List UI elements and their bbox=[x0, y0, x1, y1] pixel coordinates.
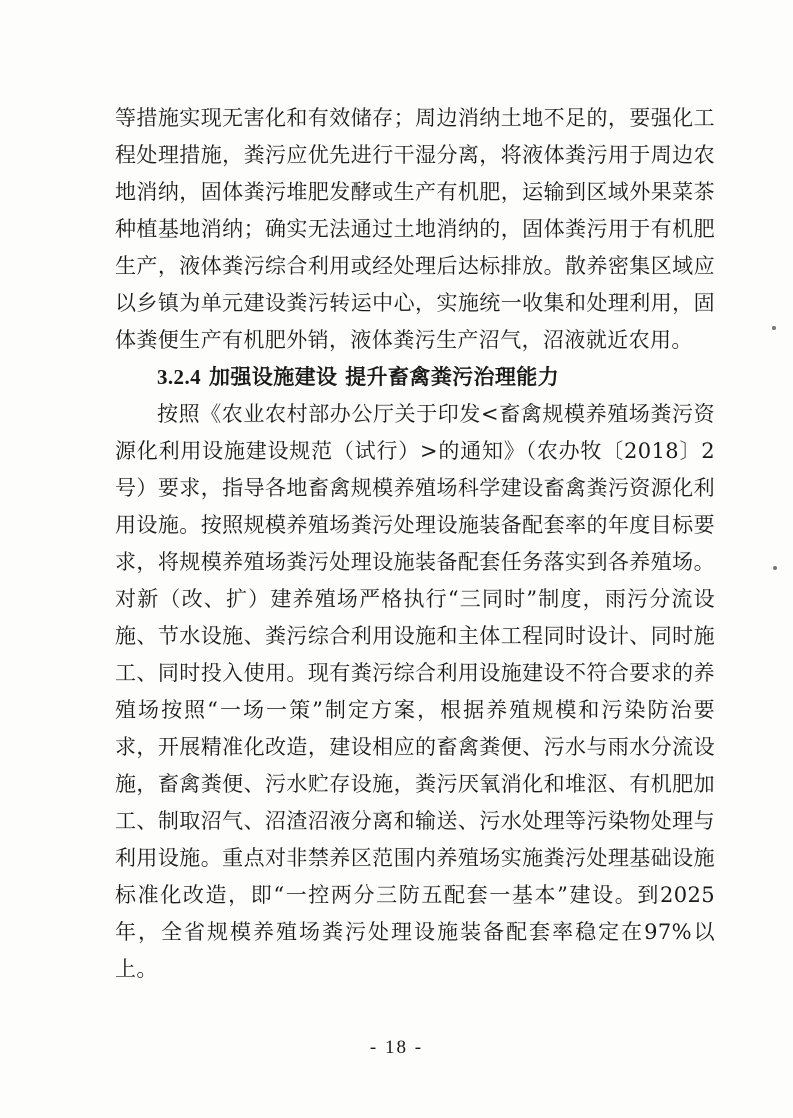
paragraph-body: 按照《农业农村部办公厅关于印发<畜禽规模养殖场粪污资源化利用设施建设规范（试行）>的通知》（农办牧〔2018〕2号）要求，指导各地畜禽规模养殖场科学建设畜禽粪污资源化利用设施。按照规模养殖场粪污处理设施装备配套率的年度目标要求，将规模养殖场粪污处理设施装备配套任务落实到各养殖场。对新（改、扩）建养殖场严格执行“三同时”制度，雨污分流设施、节水设施、粪污综合利用设施和主体工程同时设计、同时施工、同时投入使用。现有粪污综合利用设施建设不符合要求的养殖场按照“一场一策”制定方案，根据养殖规模和污染防治要求，开展精准化改造，建设相应的畜禽粪便、污水与雨水分流设施，畜禽粪便、污水贮存设施，粪污厌氧消化和堆沤、有机肥加工、制取沼气、沼渣沼液分离和输送、污水处理等污染物处理与利用设施。重点对非禁养区范围内养殖场实施粪污处理基础设施标准化改造，即“一控两分三防五配套一基本”建设。到2025年，全省规模养殖场粪污处理设施装备配套率稳定在97%以上。 bbox=[115, 402, 715, 981]
section-heading bbox=[115, 359, 715, 396]
page-number: - 18 - bbox=[369, 1037, 424, 1058]
section-number: 3.2.4 bbox=[157, 365, 201, 389]
page-content bbox=[115, 100, 715, 988]
scan-speck bbox=[772, 326, 776, 330]
scan-speck bbox=[773, 566, 777, 570]
section-title: 加强设施建设 提升畜禽粪污治理能力 bbox=[209, 365, 560, 389]
paragraph-continued: 等措施实现无害化和有效储存；周边消纳土地不足的，要强化工程处理措施，粪污应优先进行干湿分离，将液体粪污用于周边农地消纳，固体粪污堆肥发酵或生产有机肥，运输到区域外果菜茶种植基地消纳；确实无法通过土地消纳的，固体粪污用于有机肥生产，液体粪污综合利用或经处理后达标排放。散养密集区域应以乡镇为单元建设粪污转运中心，实施统一收集和处理利用，固体粪便生产有机肥外销，液体粪污生产沼气，沼液就近农用。 bbox=[115, 106, 715, 352]
